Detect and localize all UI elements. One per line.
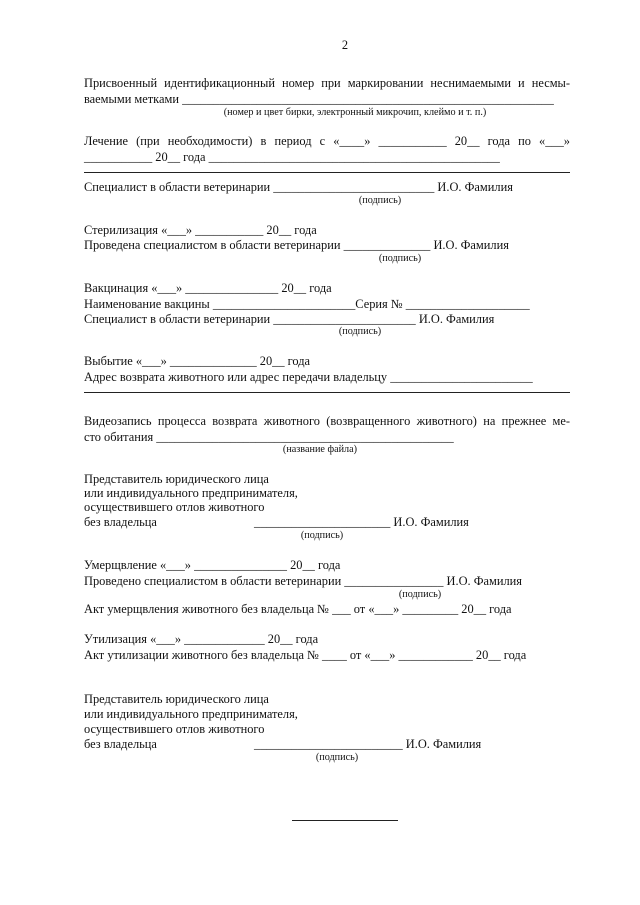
utilization-date: Утилизация «___» _____________ 20__ года [84, 632, 319, 646]
id-marking-hint: (номер и цвет бирки, электронный микрочип, клеймо и т. п.) [223, 107, 487, 118]
rep2-signature: ________________________ И.О. Фамилия [254, 737, 482, 751]
treatment-line-2: ___________ 20__ года _______________________________________________ [84, 150, 500, 164]
disposal-address: Адрес возврата животного или адрес передачи владельцу _______________________ [84, 370, 533, 384]
rep1-line-1: Представитель юридического лица [84, 472, 269, 486]
end-line [292, 820, 398, 821]
euthanasia-performer: Проведено специалистом в области ветеринарии ________________ И.О. Фамилия [84, 574, 522, 588]
rep2-line-4: без владельца [84, 737, 157, 751]
sterilization-hint: (подпись) [378, 253, 422, 264]
video-hint: (название файла) [282, 444, 358, 455]
vaccine-name-series: Наименование вакцины _______________________Серия № ____________________ [84, 297, 530, 311]
vaccination-date: Вакцинация «___» _______________ 20__ года [84, 281, 332, 295]
vaccination-specialist: Специалист в области ветеринарии _______________________ И.О. Фамилия [84, 312, 495, 326]
separator-line [84, 172, 570, 173]
rep1-line-2: или индивидуального предпринимателя, [84, 486, 298, 500]
euthanasia-date: Умерщвление «___» _______________ 20__ года [84, 558, 341, 572]
euthanasia-hint: (подпись) [398, 589, 442, 600]
utilization-act: Акт утилизации животного без владельца № ____ от «___» ____________ 20__ года [84, 648, 527, 662]
rep1-line-4: без владельца [84, 515, 157, 529]
sterilization-date: Стерилизация «___» ___________ 20__ года [84, 223, 317, 237]
id-marking-line-2: ваемыми метками ____________________________________________________________ [84, 92, 554, 106]
rep2-line-2: или индивидуального предпринимателя, [84, 707, 298, 721]
sterilization-performer: Проведена специалистом в области ветеринарии ______________ И.О. Фамилия [84, 238, 509, 252]
rep2-line-1: Представитель юридического лица [84, 692, 269, 706]
vaccination-hint: (подпись) [338, 326, 382, 337]
rep1-hint: (подпись) [300, 530, 344, 541]
treatment-line-1: Лечение (при необходимости) в период с «____» ___________ 20__ года по «___» [84, 134, 570, 148]
disposal-date: Выбытие «___» ______________ 20__ года [84, 354, 311, 368]
euthanasia-act: Акт умерщвления животного без владельца № ___ от «___» _________ 20__ года [84, 602, 512, 616]
page-number: 2 [341, 38, 349, 52]
rep2-line-3: осуществившего отлов животного [84, 722, 265, 736]
id-marking-line-1: Присвоенный идентификационный номер при маркировании неснимаемыми и несмы- [84, 76, 570, 90]
address-line [84, 392, 570, 393]
video-line-1: Видеозапись процесса возврата животного (возвращенного животного) на прежнее ме- [84, 414, 570, 428]
video-line-2: сто обитания ________________________________________________ [84, 430, 454, 444]
rep1-line-3: осуществившего отлов животного [84, 500, 265, 514]
vet-signature-line: Специалист в области ветеринарии __________________________ И.О. Фамилия [84, 180, 513, 194]
rep1-signature: ______________________ И.О. Фамилия [254, 515, 469, 529]
vet-signature-hint: (подпись) [358, 195, 402, 206]
rep2-hint: (подпись) [315, 752, 359, 763]
